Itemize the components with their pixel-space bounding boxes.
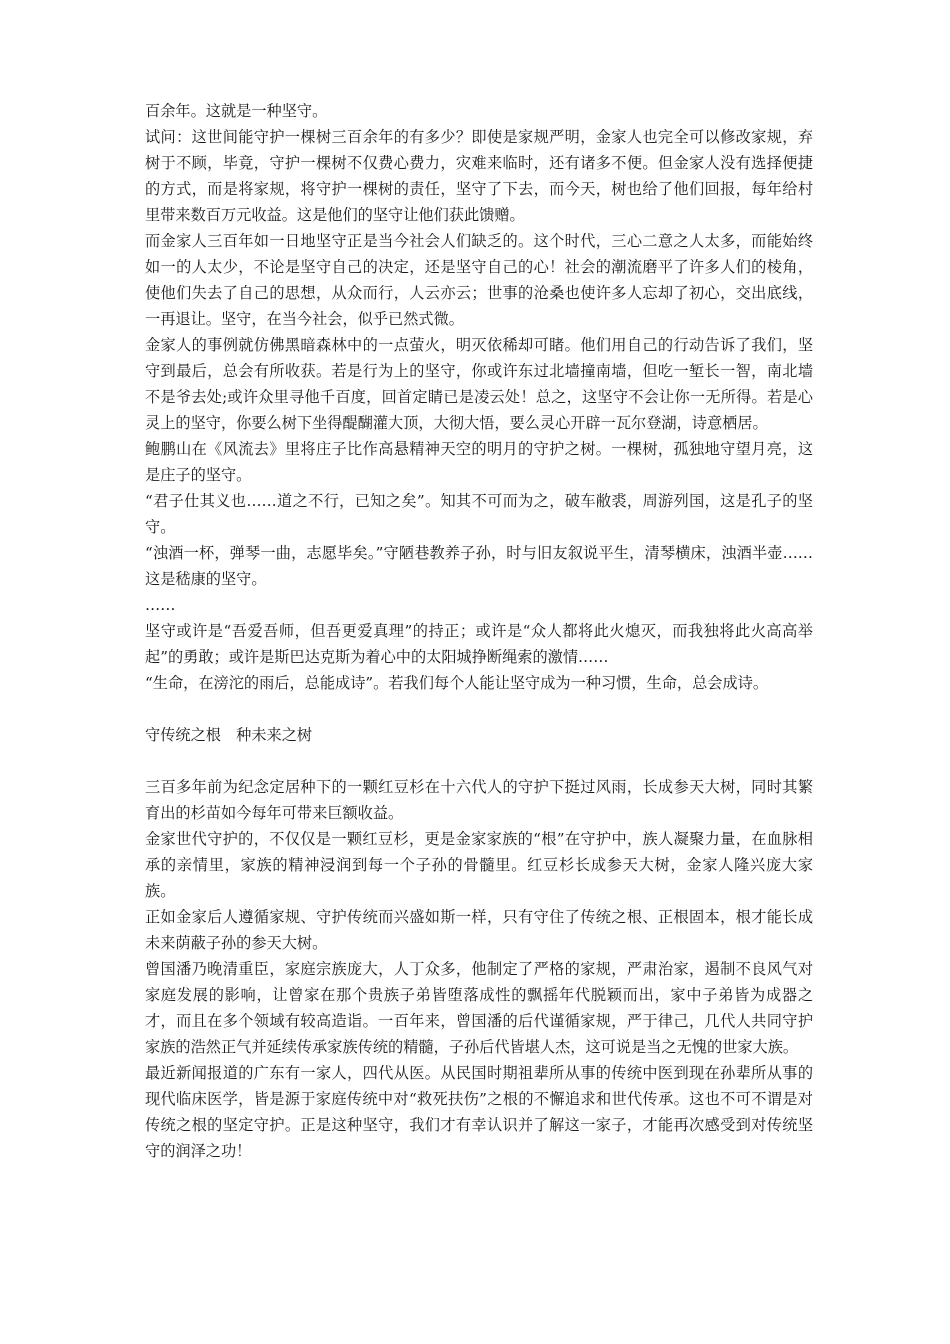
- blank-line: [145, 696, 813, 722]
- document-body: [145, 98, 813, 1164]
- section-heading: 守传统之根 种未来之树: [145, 726, 313, 744]
- paragraph: “君子仕其义也……道之不行，已知之矣”。知其不可而为之，破车敝裘，周游列国，这是孔子的坚守。: [145, 492, 813, 536]
- paragraph: 试问：这世间能守护一棵树三百余年的有多少？即使是家规严明，金家人也完全可以修改家规，弃树于不顾，毕竟，守护一棵树不仅费心费力，灾难来临时，还有诸多不便。但金家人没有选择便捷的方式，而是将家规，将守护一棵树的责任，坚守了下去，而今天，树也给了他们回报，每年给村里带来数百万元收益。这是他们的坚守让他们获此馈赠。: [145, 128, 813, 224]
- paragraph: “生命，在滂沱的雨后，总能成诗”。若我们每个人能让坚守成为一种习惯，生命，总会成诗。: [145, 674, 769, 692]
- paragraph: 三百多年前为纪念定居种下的一颗红豆杉在十六代人的守护下挺过风雨，长成参天大树，同时其繁育出的杉苗如今每年可带来巨额收益。: [145, 778, 813, 822]
- paragraph: 金家世代守护的，不仅仅是一颗红豆杉，更是金家家族的“根”在守护中，族人凝聚力量，在血脉相承的亲情里，家族的精神浸润到每一个子孙的骨髓里。红豆杉长成参天大树，金家人隆兴庞大家族。: [145, 830, 813, 900]
- ellipsis-line: ……: [145, 596, 176, 614]
- paragraph: 鲍鹏山在《风流去》里将庄子比作高悬精神天空的明月的守护之树。一棵树，孤独地守望月亮，这是庄子的坚守。: [145, 440, 813, 484]
- paragraph: 最近新闻报道的广东有一家人，四代从医。从民国时期祖辈所从事的传统中医到现在孙辈所从事的现代临床医学，皆是源于家庭传统中对“救死扶伤”之根的不懈追求和世代传承。这也不可不谓是对传统之根的坚定守护。正是这种坚守，我们才有幸认识并了解这一家子，才能再次感受到对传统坚守的润泽之功！: [145, 1064, 813, 1160]
- paragraph: 而金家人三百年如一日地坚守正是当今社会人们缺乏的。这个时代，三心二意之人太多，而能始终如一的人太少，不论是坚守自己的决定，还是坚守自己的心！社会的潮流磨平了许多人们的棱角，使他们失去了自己的思想，从众而行，人云亦云；世事的沧桑也使许多人忘却了初心，交出底线，一再退让。坚守，在当今社会，似乎已然式微。: [145, 232, 813, 328]
- blank-line: [145, 748, 813, 774]
- paragraph: 百余年。这就是一种坚守。: [145, 102, 328, 120]
- paragraph: 坚守或许是“吾爱吾师，但吾更爱真理”的持正；或许是“众人都将此火熄灭，而我独将此火高高举起”的勇敢；或许是斯巴达克斯为着心中的太阳城挣断绳索的激情……: [145, 622, 813, 666]
- paragraph: 曾国潘乃晚清重臣，家庭宗族庞大，人丁众多，他制定了严格的家规，严肃治家，遏制不良风气对家庭发展的影响，让曾家在那个贵族子弟皆堕落成性的飘摇年代脱颖而出，家中子弟皆为成器之才，而且在多个领域有较高造诣。一百年来，曾国潘的后代谨循家规，严于律己，几代人共同守护家族的浩然正气并延续传承家族传统的精髓，子孙后代皆堪人杰，这可说是当之无愧的世家大族。: [145, 960, 813, 1056]
- paragraph: 正如金家后人遵循家规、守护传统而兴盛如斯一样，只有守住了传统之根、正根固本，根才能长成未来荫蔽子孙的参天大树。: [145, 908, 813, 952]
- paragraph: “浊酒一杯，弹琴一曲，志愿毕矣。”守陋巷教养子孙，时与旧友叙说平生，清琴横床，浊酒半壶……这是嵇康的坚守。: [145, 544, 813, 588]
- paragraph: 金家人的事例就仿佛黑暗森林中的一点萤火，明灭依稀却可睹。他们用自己的行动告诉了我们，坚守到最后，总会有所收获。若是行为上的坚守，你或许东过北墙撞南墙，但吃一堑长一智，南北墙不是爷去处;或许众里寻他千百度，回首定睛已是凌云处！总之，这坚守不会让你一无所得。若是心灵上的坚守，你要么树下坐得醍醐灌大顶，大彻大悟，要么灵心开辟一瓦尔登湖，诗意栖居。: [145, 336, 813, 432]
